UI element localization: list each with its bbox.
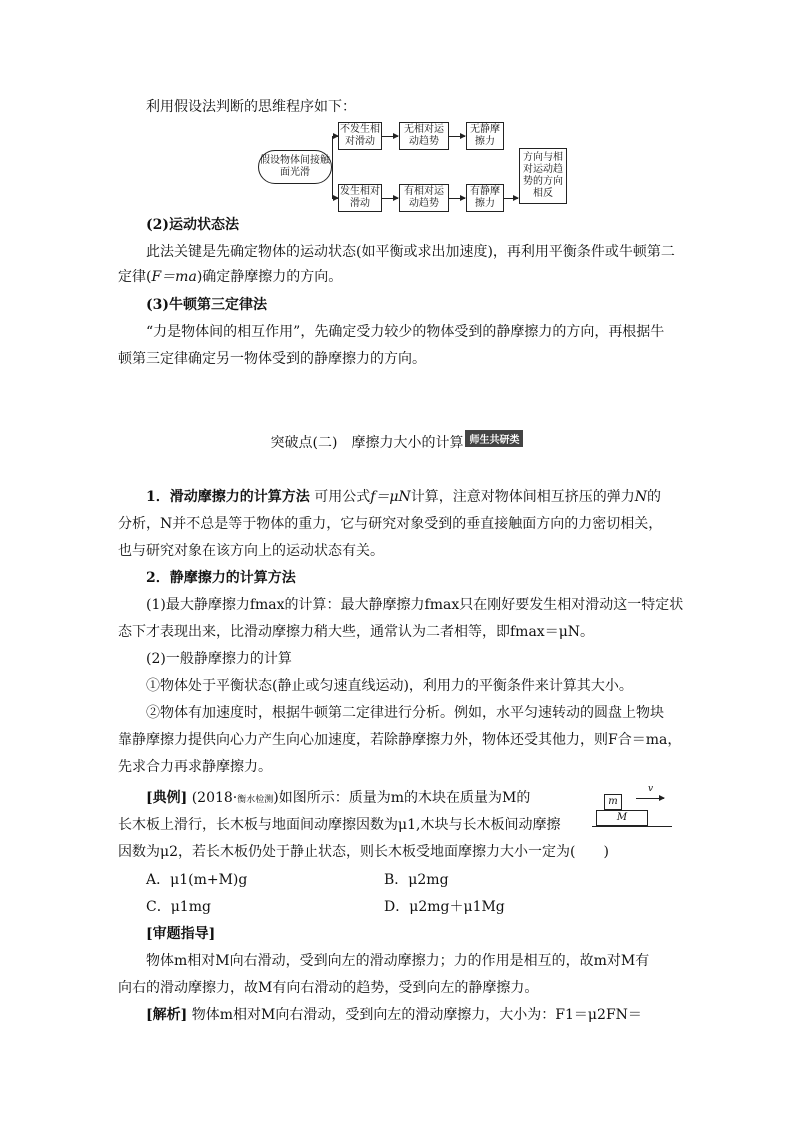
- example-tag: [典例]: [146, 790, 188, 806]
- text-fragment: ): [273, 790, 279, 806]
- guide-line1: 物体m相对M向右滑动，受到向左的滑动摩擦力；力的作用是相互的，故m对M有: [146, 953, 650, 969]
- section-title: 突破点(二) 摩擦力大小的计算: [270, 435, 464, 451]
- flow-arrow: [449, 136, 465, 137]
- text-fragment: 计算，注意对物体间相互挤压的弹力: [410, 489, 635, 505]
- point2-item2-line2: 靠静摩擦力提供向心力产生向心加速度，若除静摩擦力外，物体还受其他力，则F合＝ma，: [118, 732, 682, 748]
- flow-top-box-3: 无静摩擦力: [466, 122, 504, 150]
- point2-head: 2．静摩擦力的计算方法: [146, 570, 296, 586]
- point2-sub1-line2: 态下才表现出来，比滑动摩擦力稍大些，通常认为二者相等，即fmax＝μN。: [118, 624, 595, 640]
- point1-line3: 也与研究对象在该方向上的运动状态有关。: [118, 543, 384, 559]
- assumption-flow-diagram: [258, 118, 578, 210]
- text-fragment: 的: [646, 489, 661, 505]
- flow-result-box: 方向与相对运动趋势的方向相反: [519, 148, 567, 204]
- option-c: C．μ1mg: [146, 899, 211, 915]
- flow-arrow: [382, 198, 398, 199]
- formula: N: [634, 489, 647, 505]
- flow-top-box-2: 无相对运动趋势: [399, 122, 449, 150]
- text-fragment: 如图所示：质量为m的木块在质量为M的: [278, 790, 531, 806]
- small-block-m: m: [604, 794, 622, 810]
- point2-sub1-line1: (1)最大静摩擦力fmax的计算：最大静摩擦力fmax只在刚好要发生相对滑动这一特定状: [146, 597, 684, 613]
- option-b: B．μ2mg: [384, 872, 449, 888]
- block-on-board-figure: [592, 784, 672, 830]
- method2-title: (2)运动状态法: [146, 217, 239, 233]
- text-fragment: (2018·: [191, 790, 238, 806]
- flow-start-box: 假设物体间接触面光滑: [258, 150, 332, 184]
- method2-body-line1: 此法关键是先确定物体的运动状态(如平衡或求出加速度)，再利用平衡条件或牛顿第二: [146, 244, 675, 260]
- option-d: D．μ2mg＋μ1Mg: [384, 899, 505, 915]
- point2-item2-line1: ②物体有加速度时，根据牛顿第二定律进行分析。例如，水平匀速转动的圆盘上物块: [146, 705, 664, 721]
- point2-sub2-title: (2)一般静摩擦力的计算: [146, 651, 292, 667]
- guide-title: [审题指导]: [146, 926, 216, 942]
- flow-bottom-box-2: 有相对运动趋势: [399, 184, 449, 212]
- text-fragment: 可用公式: [314, 489, 371, 505]
- flow-arrow: [449, 198, 465, 199]
- formula: f＝μN: [370, 489, 411, 505]
- intro-text: 利用假设法判断的思维程序如下：: [146, 99, 356, 115]
- method2-body-line2: [118, 266, 678, 288]
- point2-item2-line3: 先求合力再求静摩擦力。: [118, 759, 272, 775]
- point1-line1: [118, 486, 678, 508]
- flow-arrow: [504, 198, 518, 199]
- analysis-tag: [解析]: [146, 1007, 188, 1023]
- text-fragment: )确定静摩擦力的方向。: [196, 269, 343, 285]
- flow-bottom-box-3: 有静摩擦力: [466, 184, 504, 212]
- method3-body-line2: 顿第三定律确定另一物体受到的静摩擦力的方向。: [118, 351, 426, 367]
- section-heading: [0, 430, 794, 452]
- ground-line: [592, 826, 672, 827]
- example-source: 衡水检测: [237, 795, 274, 805]
- long-board-M: M: [596, 810, 648, 826]
- velocity-arrow: [636, 798, 664, 799]
- flow-arrow: [382, 136, 398, 137]
- example-line2: 长木板上滑行，长木板与地面间动摩擦因数为μ1,木块与长木板间动摩擦: [118, 817, 561, 833]
- point1-head: 1．滑动摩擦力的计算方法: [146, 489, 310, 505]
- section-badge: 师生共研类: [465, 430, 523, 447]
- flow-branch-line: [332, 136, 333, 198]
- point2-item1: ①物体处于平衡状态(静止或匀速直线运动)，利用力的平衡条件来计算其大小。: [146, 678, 633, 694]
- flow-top-box-1: 不发生相对滑动: [338, 122, 382, 150]
- method3-title: (3)牛顿第三定律法: [146, 297, 267, 313]
- option-a: A．μ1(m+M)g: [146, 872, 248, 888]
- formula: F＝ma: [151, 269, 197, 285]
- example-line1: [118, 787, 568, 811]
- analysis-line1: [118, 1004, 678, 1026]
- guide-line2: 向右的滑动摩擦力，故M有向右滑动的趋势，受到向左的静摩擦力。: [118, 980, 539, 996]
- method3-body-line1: “力是物体间的相互作用”，先确定受力较少的物体受到的静摩擦力的方向，再根据牛: [146, 324, 665, 340]
- velocity-label: v: [648, 784, 654, 794]
- point1-line2: 分析，N并不总是等于物体的重力，它与研究对象受到的垂直接触面方向的力密切相关，: [118, 516, 663, 532]
- text-fragment: 物体m相对M向右滑动，受到向左的滑动摩擦力，大小为：F1＝μ2FN＝: [191, 1007, 642, 1023]
- text-fragment: 定律(: [118, 269, 152, 285]
- flow-bottom-box-1: 发生相对滑动: [338, 184, 382, 212]
- example-line3: 因数为μ2，若长木板仍处于静止状态，则长木板受地面摩擦力大小一定为( ): [118, 844, 609, 860]
